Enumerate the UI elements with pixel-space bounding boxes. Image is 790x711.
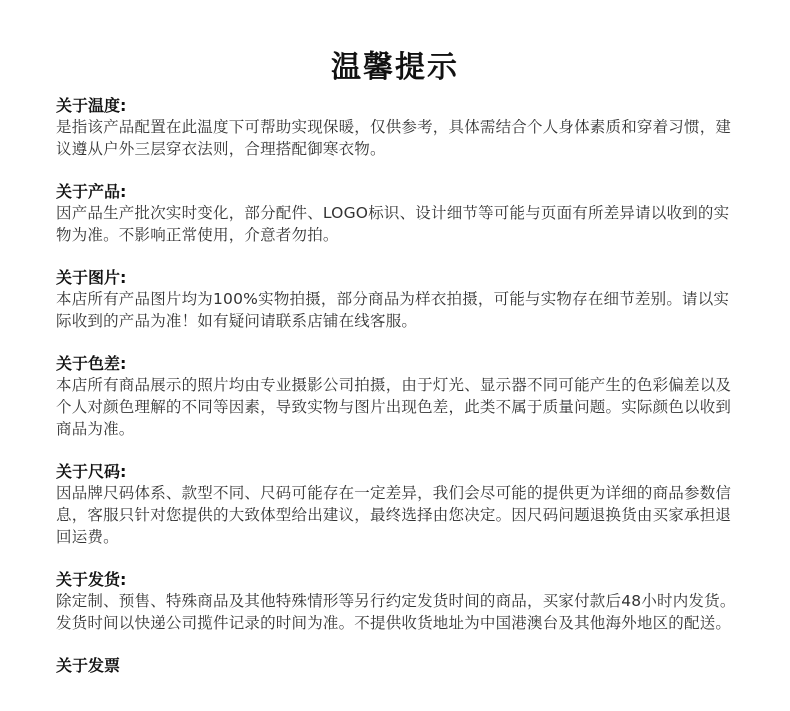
section-heading: 关于色差: xyxy=(56,354,127,373)
section-images xyxy=(56,268,736,332)
section-body: 除定制、预售、特殊商品及其他特殊情形等另行约定发货时间的商品，买家付款后48小时内发货。发货时间以快递公司揽件记录的时间为准。不提供收货地址为中国港澳台及其他海外地区的配送。 xyxy=(56,592,736,632)
section-invoice xyxy=(56,656,736,676)
section-size xyxy=(56,462,736,548)
section-heading: 关于尺码: xyxy=(56,462,127,481)
section-body: 因品牌尺码体系、款型不同、尺码可能存在一定差异，我们会尽可能的提供更为详细的商品参数信息，客服只针对您提供的大致体型给出建议，最终选择由您决定。因尺码问题退换货由买家承担退回运费。 xyxy=(56,484,732,546)
section-heading: 关于温度: xyxy=(56,96,127,115)
section-temperature xyxy=(56,96,736,160)
section-body: 本店所有产品图片均为100%实物拍摄，部分商品为样衣拍摄，可能与实物存在细节差别。请以实际收到的产品为准！如有疑问请联系店铺在线客服。 xyxy=(56,290,730,330)
section-shipping xyxy=(56,570,736,634)
section-heading: 关于发票 xyxy=(56,656,121,675)
section-color-difference xyxy=(56,354,736,440)
section-heading: 关于产品: xyxy=(56,182,127,201)
section-heading: 关于图片: xyxy=(56,268,127,287)
section-body: 因产品生产批次实时变化，部分配件、LOGO标识、设计细节等可能与页面有所差异请以收到的实物为准。不影响正常使用，介意者勿拍。 xyxy=(56,204,730,244)
section-body: 本店所有商品展示的照片均由专业摄影公司拍摄，由于灯光、显示器不同可能产生的色彩偏差以及个人对颜色理解的不同等因素，导致实物与图片出现色差，此类不属于质量问题。实际颜色以收到商品为准。 xyxy=(56,376,732,438)
section-product xyxy=(56,182,736,246)
notice-sections xyxy=(56,96,736,698)
section-heading: 关于发货: xyxy=(56,570,127,589)
page-title: 温馨提示 xyxy=(331,50,459,85)
section-body: 是指该产品配置在此温度下可帮助实现保暖，仅供参考，具体需结合个人身体素质和穿着习惯，建议遵从户外三层穿衣法则，合理搭配御寒衣物。 xyxy=(56,118,732,158)
